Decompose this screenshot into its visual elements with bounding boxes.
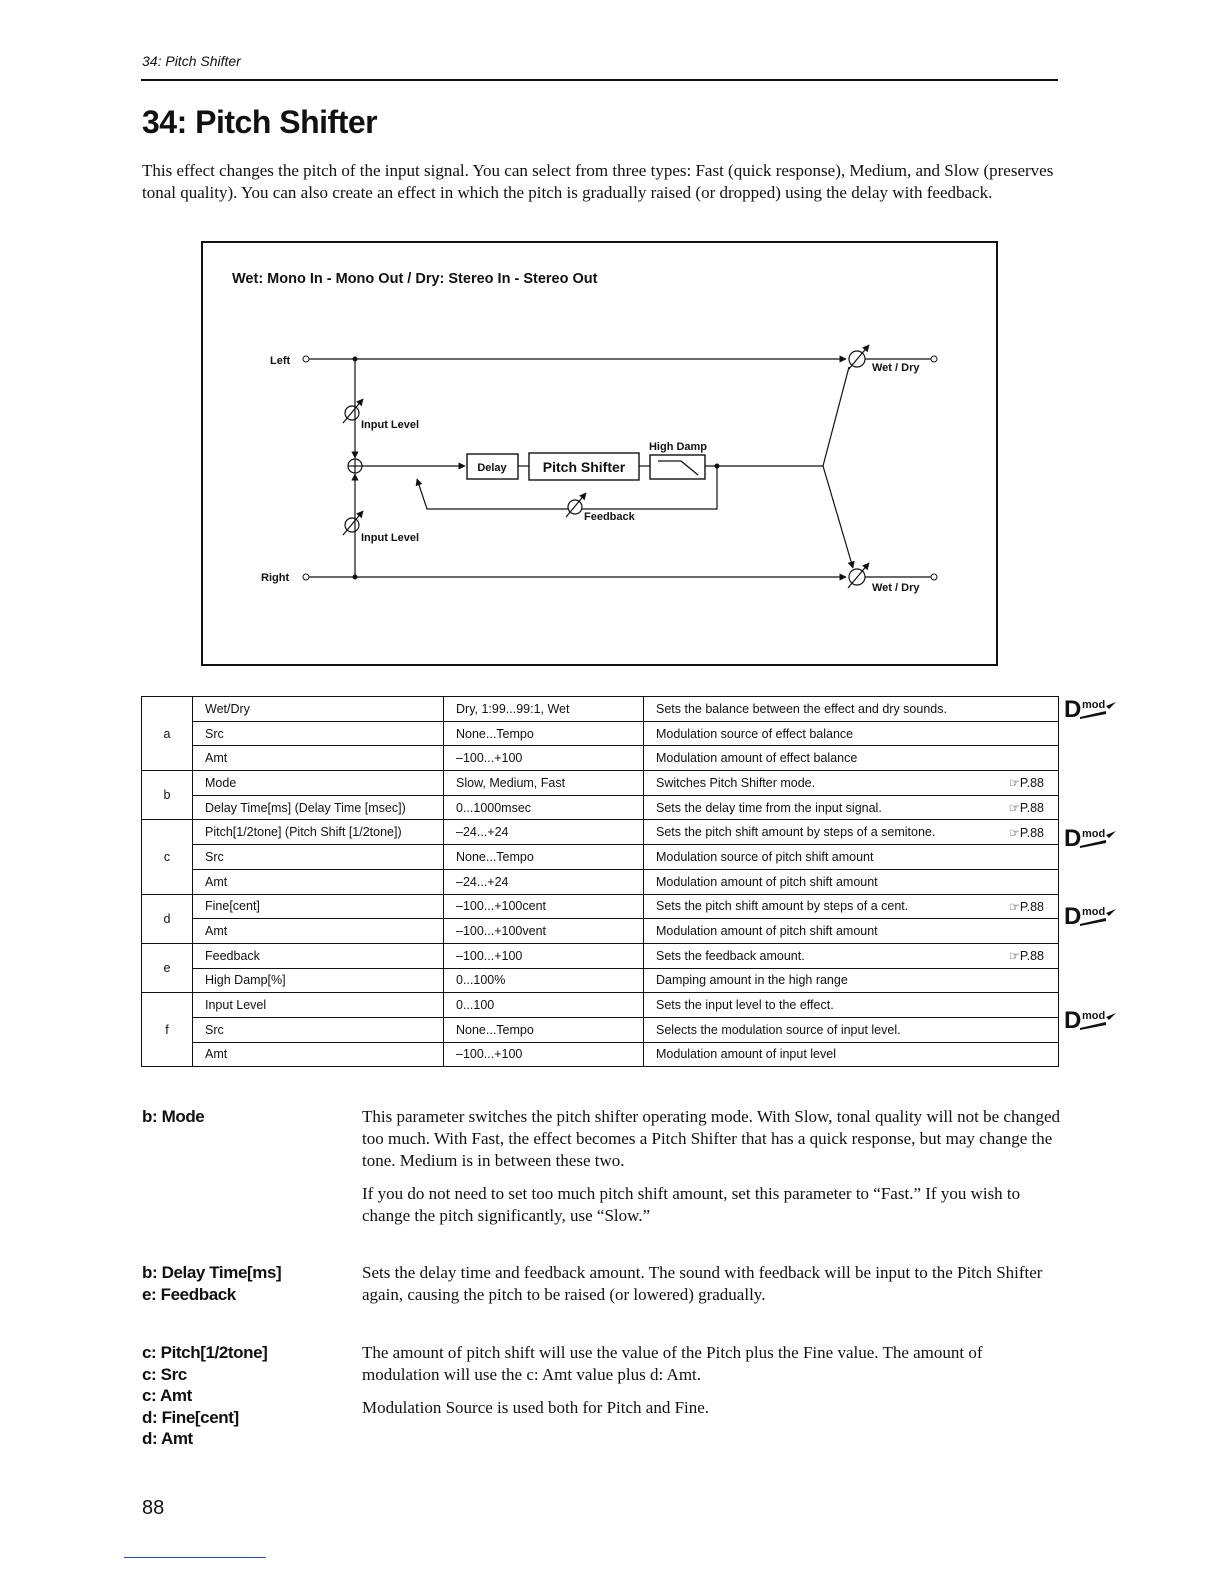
wet-dry-bottom-knob	[848, 563, 869, 588]
table-row	[142, 820, 1059, 845]
param-name: Amt	[193, 919, 444, 944]
param-range: –100...+100cent	[444, 894, 644, 919]
param-range: 0...1000msec	[444, 795, 644, 820]
param-description-cell	[644, 993, 1059, 1018]
param-description: Modulation source of pitch shift amount	[656, 849, 874, 864]
section-label: c: Src	[142, 1364, 187, 1384]
wet-to-left-mixer	[823, 367, 849, 466]
dmod-text: mod	[1082, 906, 1106, 918]
param-range: –100...+100vent	[444, 919, 644, 944]
section-label: d: Fine[cent]	[142, 1407, 239, 1427]
page-reference: ☞P.88	[1008, 825, 1044, 840]
param-description-cell	[644, 746, 1059, 771]
param-description-cell	[644, 721, 1059, 746]
header-rule	[141, 79, 1058, 81]
param-name: Pitch[1/2tone] (Pitch Shift [1/2tone])	[193, 820, 444, 845]
section-label: c: Pitch[1/2tone]	[142, 1343, 268, 1362]
dmod-arrow-icon	[1080, 711, 1106, 719]
table-row	[142, 894, 1059, 919]
table-row	[142, 1017, 1059, 1042]
section-label: c: Amt	[142, 1386, 192, 1405]
param-description: Sets the feedback amount.	[656, 948, 805, 963]
delay-block-label: Delay	[477, 462, 507, 474]
input-level-bottom-label: Input Level	[361, 532, 420, 544]
section-label: e: Feedback	[142, 1284, 236, 1304]
right-input-jack	[303, 574, 309, 580]
param-range: None...Tempo	[444, 845, 644, 870]
feedback-label: Feedback	[584, 511, 635, 523]
param-name: Feedback	[193, 943, 444, 968]
page-number: 88	[142, 1497, 165, 1519]
right-output-jack	[931, 574, 937, 580]
param-description: Sets the delay time from the input signal.	[656, 800, 882, 815]
dynamic-modulation-badge	[1064, 902, 1124, 928]
param-description: Sets the pitch shift amount by steps of a semitone.	[656, 825, 936, 840]
param-name: Input Level	[193, 993, 444, 1018]
param-description-cell	[644, 845, 1059, 870]
section-paragraph: If you do not need to set too much pitch shift amount, set this parameter to “Fast.” If you wish to change the pitch significantly, use “Slow.”	[362, 1184, 1021, 1225]
group-letter: c	[142, 820, 193, 894]
dmod-arrowhead-icon	[1106, 831, 1116, 838]
input-level-top-label: Input Level	[361, 419, 420, 431]
page-title: 34: Pitch Shifter	[142, 104, 378, 140]
section-paragraph: This parameter switches the pitch shifter operating mode. With Slow, tonal quality will not be changed too much. With Fast, the effect becomes a Pitch Shifter that has a quick response, but may change the tone. Medium is in between these two.	[362, 1107, 1061, 1170]
param-name: Amt	[193, 746, 444, 771]
param-name: Mode	[193, 771, 444, 796]
param-range: –24...+24	[444, 869, 644, 894]
section-labels	[142, 1262, 281, 1305]
page-reference: ☞P.88	[1008, 949, 1044, 964]
dmod-letter: D	[1064, 696, 1082, 721]
dmod-arrowhead-icon	[1106, 1013, 1116, 1020]
param-description-cell	[644, 1042, 1059, 1067]
dmod-arrow-icon	[1080, 1022, 1106, 1030]
param-name: Src	[193, 721, 444, 746]
section-body	[362, 1342, 1062, 1430]
dmod-arrow-icon	[1080, 918, 1106, 926]
intro-paragraph: This effect changes the pitch of the input signal. You can select from three types: Fast (quick response), Medium, and Slow (preserves tonal quality). You can also create an effect in which the pitch is gradually raised (or dropped) using the delay with feedback.	[142, 161, 1054, 202]
section-paragraph: Modulation Source is used both for Pitch and Fine.	[362, 1398, 710, 1417]
param-range: 0...100	[444, 993, 644, 1018]
running-head: 34: Pitch Shifter	[142, 53, 241, 69]
dmod-letter: D	[1064, 903, 1082, 928]
pitch-shifter-block-label: Pitch Shifter	[542, 459, 626, 475]
table-row	[142, 919, 1059, 944]
group-letter: a	[142, 697, 193, 771]
param-description-cell	[644, 894, 1059, 919]
right-input-label: Right	[261, 572, 290, 584]
param-description: Sets the pitch shift amount by steps of a cent.	[656, 899, 909, 914]
param-range: 0...100%	[444, 968, 644, 993]
wet-dry-top-knob	[848, 345, 869, 370]
param-range: Slow, Medium, Fast	[444, 771, 644, 796]
table-row	[142, 771, 1059, 796]
left-input-jack	[303, 356, 309, 362]
group-letter: b	[142, 771, 193, 820]
table-row	[142, 795, 1059, 820]
input-level-top-knob	[343, 399, 363, 423]
dmod-text: mod	[1082, 1010, 1106, 1022]
section-label: b: Mode	[142, 1107, 205, 1126]
diagram-caption: Wet: Mono In - Mono Out / Dry: Stereo In - Stereo Out	[232, 271, 598, 287]
param-name: High Damp[%]	[193, 968, 444, 993]
param-range: Dry, 1:99...99:1, Wet	[444, 697, 644, 722]
section-labels	[142, 1342, 267, 1450]
param-range: –100...+100	[444, 943, 644, 968]
param-description: Modulation amount of effect balance	[656, 751, 858, 766]
param-description-cell	[644, 820, 1059, 845]
dmod-arrow-icon	[1080, 840, 1106, 848]
dmod-arrowhead-icon	[1106, 702, 1116, 709]
left-output-jack	[931, 356, 937, 362]
param-description: Damping amount in the high range	[656, 973, 848, 988]
dynamic-modulation-badge	[1064, 1006, 1124, 1032]
wet-to-right-mixer	[823, 466, 853, 568]
footer-line	[124, 1557, 266, 1558]
feedback-knob	[566, 493, 586, 517]
param-name: Src	[193, 1017, 444, 1042]
group-letter: f	[142, 993, 193, 1067]
dmod-letter: D	[1064, 1007, 1082, 1032]
table-row	[142, 697, 1059, 722]
param-description-cell	[644, 697, 1059, 722]
param-range: None...Tempo	[444, 1017, 644, 1042]
param-description: Modulation amount of pitch shift amount	[656, 924, 878, 939]
section-body	[362, 1106, 1062, 1238]
table-row	[142, 845, 1059, 870]
group-letter: e	[142, 943, 193, 992]
section-label: d: Amt	[142, 1429, 193, 1448]
param-description-cell	[644, 795, 1059, 820]
table-row	[142, 943, 1059, 968]
param-description: Selects the modulation source of input level.	[656, 1022, 901, 1037]
param-name: Fine[cent]	[193, 894, 444, 919]
mixer-sum-icon	[348, 459, 362, 473]
section-paragraph: Sets the delay time and feedback amount. The sound with feedback will be input to the Pitch Shifter again, causing the pitch to be raised (or lowered) gradually.	[362, 1263, 1043, 1304]
table-row	[142, 1042, 1059, 1067]
param-description: Modulation amount of pitch shift amount	[656, 874, 878, 889]
param-range: –100...+100	[444, 1042, 644, 1067]
param-description-cell	[644, 968, 1059, 993]
section-paragraph: The amount of pitch shift will use the value of the Pitch plus the Fine value. The amount of modulation will use the c: Amt value plus d: Amt.	[362, 1343, 983, 1384]
table-row	[142, 993, 1059, 1018]
param-description-cell	[644, 771, 1059, 796]
dmod-arrowhead-icon	[1106, 909, 1116, 916]
param-description: Modulation amount of input level	[656, 1047, 836, 1062]
param-description-cell	[644, 943, 1059, 968]
section-label: b: Delay Time[ms]	[142, 1263, 282, 1282]
table-row	[142, 968, 1059, 993]
table-row	[142, 869, 1059, 894]
param-name: Src	[193, 845, 444, 870]
wet-dry-top-label: Wet / Dry	[872, 362, 920, 374]
page-reference: ☞P.88	[1008, 776, 1044, 791]
table-row	[142, 746, 1059, 771]
param-description: Sets the balance between the effect and dry sounds.	[656, 701, 947, 716]
param-description: Modulation source of effect balance	[656, 726, 854, 741]
dynamic-modulation-badge	[1064, 824, 1124, 850]
input-level-bottom-knob	[343, 511, 363, 535]
page-reference: ☞P.88	[1008, 899, 1044, 914]
left-input-label: Left	[270, 355, 291, 367]
group-letter: d	[142, 894, 193, 943]
param-description-cell	[644, 869, 1059, 894]
param-range: –24...+24	[444, 820, 644, 845]
wet-dry-bottom-label: Wet / Dry	[872, 582, 920, 594]
param-range: –100...+100	[444, 746, 644, 771]
dmod-text: mod	[1082, 828, 1106, 840]
param-description: Sets the input level to the effect.	[656, 998, 834, 1013]
signal-flow-diagram	[201, 241, 998, 666]
param-name: Amt	[193, 869, 444, 894]
param-name: Amt	[193, 1042, 444, 1067]
dmod-letter: D	[1064, 825, 1082, 850]
param-name: Wet/Dry	[193, 697, 444, 722]
page-reference: ☞P.88	[1008, 801, 1044, 816]
param-range: None...Tempo	[444, 721, 644, 746]
high-damp-block	[650, 455, 705, 479]
param-description-cell	[644, 919, 1059, 944]
param-name: Delay Time[ms] (Delay Time [msec])	[193, 795, 444, 820]
section-labels	[142, 1106, 204, 1128]
param-description-cell	[644, 1017, 1059, 1042]
dmod-text: mod	[1082, 699, 1106, 711]
table-row	[142, 721, 1059, 746]
high-damp-label: High Damp	[648, 441, 708, 453]
section-body	[362, 1262, 1062, 1317]
dynamic-modulation-badge	[1064, 695, 1124, 721]
parameter-table	[141, 696, 1059, 1067]
param-description: Switches Pitch Shifter mode.	[656, 775, 816, 790]
